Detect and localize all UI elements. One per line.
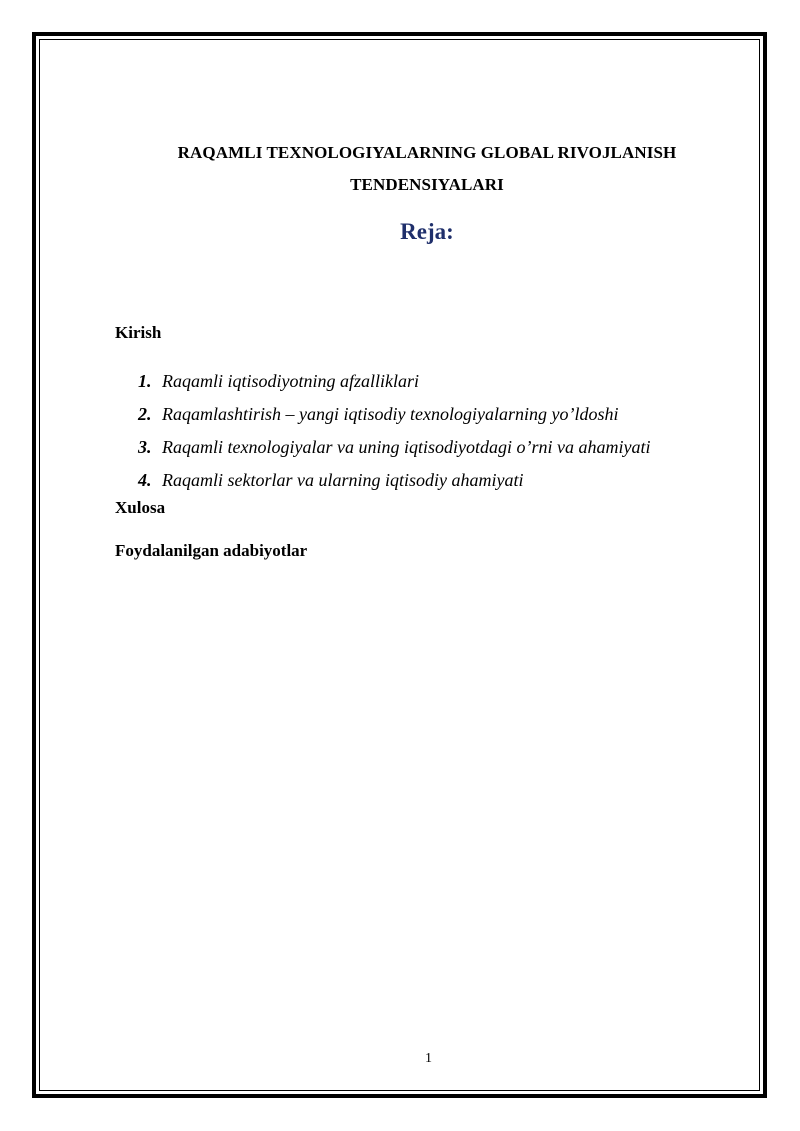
plan-item-number: 3. <box>138 437 152 457</box>
section-introduction: Kirish <box>115 323 162 342</box>
plan-item-text: Raqamli sektorlar va ularning iqtisodiy ahamiyati <box>162 470 524 490</box>
section-conclusion: Xulosa <box>115 498 166 517</box>
plan-item <box>138 431 650 464</box>
section-references: Foydalanilgan adabiyotlar <box>115 541 308 560</box>
plan-list <box>138 365 650 497</box>
plan-item-text: Raqamlashtirish – yangi iqtisodiy texnologiyalarning yo’ldoshi <box>162 404 619 424</box>
page-number: 1 <box>425 1051 432 1066</box>
plan-item <box>138 398 650 431</box>
plan-heading: Reja: <box>400 219 454 244</box>
plan-item-number: 2. <box>138 404 152 424</box>
document-title-line-2: TENDENSIYALARI <box>350 175 504 194</box>
plan-item <box>138 365 650 398</box>
plan-item <box>138 464 650 497</box>
plan-item-number: 4. <box>138 470 152 490</box>
page-border-inner <box>39 39 760 1091</box>
plan-item-text: Raqamli iqtisodiyotning afzalliklari <box>162 371 420 391</box>
plan-item-number: 1. <box>138 371 152 391</box>
plan-item-text: Raqamli texnologiyalar va uning iqtisodiyotdagi o’rni va ahamiyati <box>162 437 651 457</box>
document-title-line-1: RAQAMLI TEXNOLOGIYALARNING GLOBAL RIVOJLANISH <box>177 143 677 162</box>
